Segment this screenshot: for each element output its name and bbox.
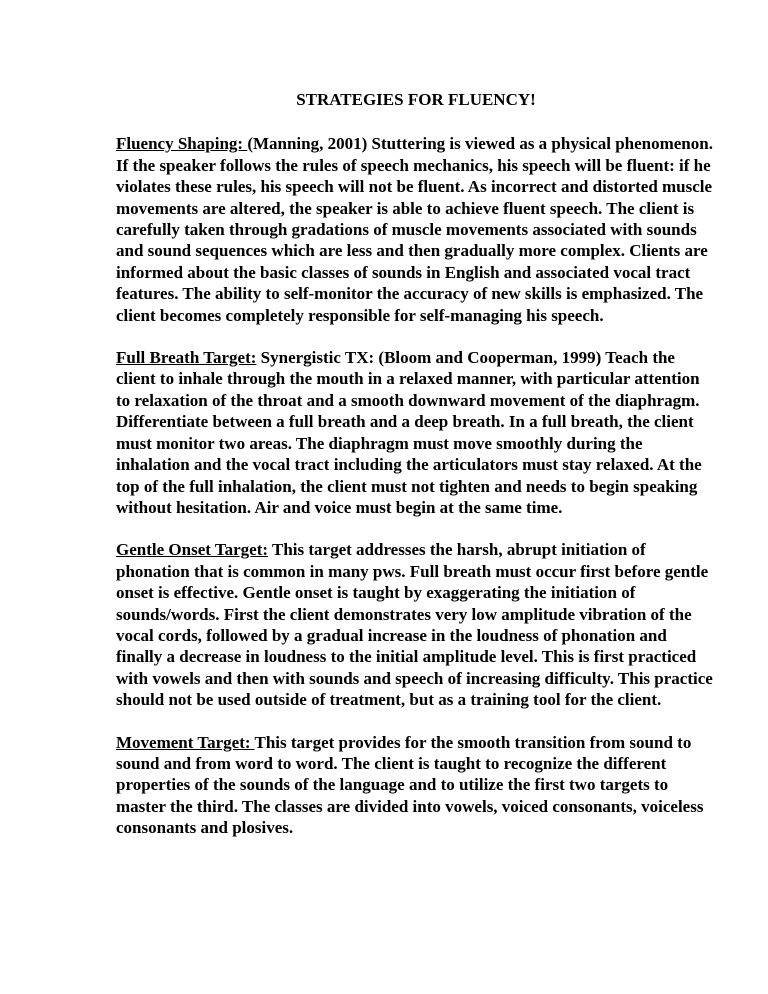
section-heading: Full Breath Target: [116, 348, 257, 368]
section-body: (Manning, 2001) Stuttering is viewed as a physical phenomenon. If the speaker follows the rules of speech mechanics, his speech will be fluent: if he violates these rules, his speech will not be fluent. As incorrect and distorted muscle movements are altered, the speaker is able to achieve fluent speech. The client is carefully taken through gradations of muscle movements associated with sounds and sound sequences which are less and then gradually more complex. Clients are informed about the basic classes of sounds in English and associated vocal tract features. The ability to self-monitor the accuracy of new skills is emphasized. The client becomes completely responsible for self-managing his speech. [116, 134, 713, 325]
section-heading: Gentle Onset Target: [116, 540, 269, 560]
section-gentle-onset-target [116, 539, 716, 710]
section-heading: Movement Target: [116, 732, 255, 752]
section-fluency-shaping [116, 133, 716, 326]
section-body: This target provides for the smooth transition from sound to sound and from word to word. The client is taught to recognize the different properties of the sounds of the language and to utilize the first two targets to master the third. The classes are divided into vowels, voiced consonants, voiceless consonants and plosives. [116, 732, 704, 838]
section-full-breath-target [116, 347, 716, 518]
document-title: STRATEGIES FOR FLUENCY! [296, 90, 536, 109]
section-movement-target [116, 732, 716, 839]
document-body [116, 89, 716, 860]
section-body: This target addresses the harsh, abrupt initiation of phonation that is common in many pws. Full breath must occur first before gentle onset is effective. Gentle onset is taught by exaggerating the initiation of sounds/words. First the client demonstrates very low amplitude vibration of the vocal cords, followed by a gradual increase in the loudness of phonation and finally a decrease in loudness to the initial amplitude level. This is first practiced with vowels and then with sounds and speech of increasing difficulty. This practice should not be used outside of treatment, but as a training tool for the client. [116, 540, 713, 710]
section-body: Synergistic TX: (Bloom and Cooperman, 1999) Teach the client to inhale through the mouth in a relaxed manner, with particular attention to relaxation of the throat and a smooth downward movement of the diaphragm. Differentiate between a full breath and a deep breath. In a full breath, the client must monitor two areas. The diaphragm must move smoothly during the inhalation and the vocal tract including the articulators must stay relaxed. At the top of the full inhalation, the client must not tighten and needs to begin speaking without hesitation. Air and voice must begin at the same time. [116, 348, 702, 517]
section-heading: Fluency Shaping: [116, 134, 248, 154]
